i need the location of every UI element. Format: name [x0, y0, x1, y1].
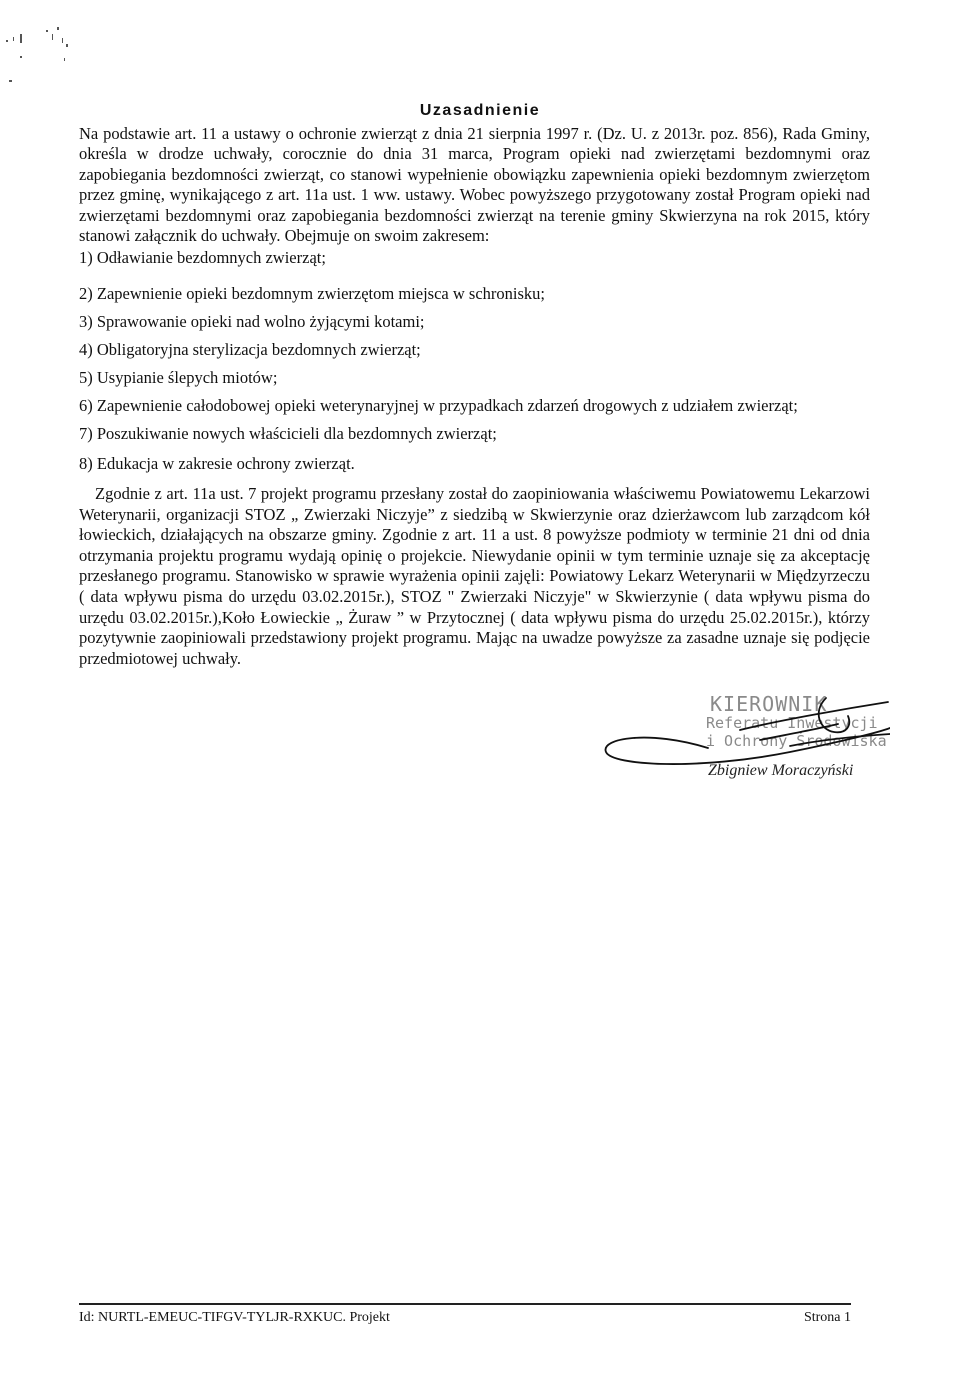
- list-item: 5) Usypianie ślepych miotów;: [79, 368, 278, 387]
- stamp-department: Referatu Inwestycji: [706, 714, 878, 732]
- signature-block: [590, 690, 890, 790]
- intro-paragraph: Na podstawie art. 11 a ustawy o ochronie zwierząt z dnia 21 sierpnia 1997 r. (Dz. U. z 2013r. poz. 856), Rada Gminy, określa w drodze uchwały, corocznie do dnia 31 marca, Program opieki nad zwierzętami bezdomnymi oraz zapobiegania bezdomności zwierząt, co stanowi wypełnienie obowiązku zapewnienia opieki bezdomnym zwierzętom przez gminę, wynikającego z art. 11a ust. 1 ww. ustawy. Wobec powyższego przygotowany został Program opieki nad zwierzętami bezdomnymi oraz zapobiegania bezdomności zwierząt na terenie gminy Skwierzyna na rok 2015, który stanowi załącznik do uchwały. Obejmuje on swoim zakresem:: [79, 124, 870, 246]
- list-item: 6) Zapewnienie całodobowej opieki weterynaryjnej w przypadkach zdarzeń drogowych z udziałem zwierząt;: [79, 396, 798, 415]
- list-item: 7) Poszukiwanie nowych właścicieli dla bezdomnych zwierząt;: [79, 424, 497, 443]
- list-item: 4) Obligatoryjna sterylizacja bezdomnych zwierząt;: [79, 340, 421, 359]
- scan-specks: [0, 0, 120, 90]
- footer-divider: [79, 1303, 851, 1305]
- stamp-title: KIEROWNIK: [710, 692, 828, 716]
- list-item: 1) Odławianie bezdomnych zwierząt;: [79, 248, 326, 267]
- signatory-name: Zbigniew Moraczyński: [708, 762, 854, 779]
- page-number: Strona 1: [803, 1310, 851, 1325]
- consultation-paragraph: [79, 484, 870, 669]
- consultation-text: Zgodnie z art. 11a ust. 7 projekt programu przesłany został do zaopiniowania właściwemu Powiatowemu Lekarzowi Weterynarii, organizacji STOZ „ Zwierzaki Niczyje” z siedzibą w Skwierzynie oraz dzierżawcom lub zarządcom kół łowieckich, działających na obszarze gminy. Zgodnie z art. 11 a ust. 8 powyższe podmioty w terminie 21 dni od dnia otrzymania projektu programu wydają opinię o projekcie. Niewydanie opinii w tym terminie uznaje się za akceptację przesłanego programu. Stanowisko w sprawie wyrażenia opinii zajęli: Powiatowy Lekarz Weterynarii w Międzyrzeczu ( data wpływu pisma do urzędu 03.02.2015r.), STOZ " Zwierzaki Niczyje" w Skwierzynie ( data wpływu pisma do urzędu 03.02.2015r.),Koło Łowieckie „ Żuraw ” w Przytocznej ( data wpływu pisma do urzędu 25.02.2015r.), którzy pozytywnie zaopiniowali przedstawiony projekt programu. Mając na uwadze powyższe za zasadne uznaje się podjęcie przedmiotowej uchwały.: [79, 484, 870, 668]
- document-heading: Uzasadnienie: [419, 102, 541, 119]
- list-item: 2) Zapewnienie opieki bezdomnym zwierzętom miejsca w schronisku;: [79, 284, 545, 303]
- document-id: Id: NURTL-EMEUC-TIFGV-TYLJR-RXKUC. Projekt: [79, 1310, 390, 1325]
- list-item: 8) Edukacja w zakresie ochrony zwierząt.: [79, 454, 355, 473]
- list-item: 3) Sprawowanie opieki nad wolno żyjącymi kotami;: [79, 312, 425, 331]
- stamp-department-2: i Ochrony Środowiska: [706, 732, 887, 750]
